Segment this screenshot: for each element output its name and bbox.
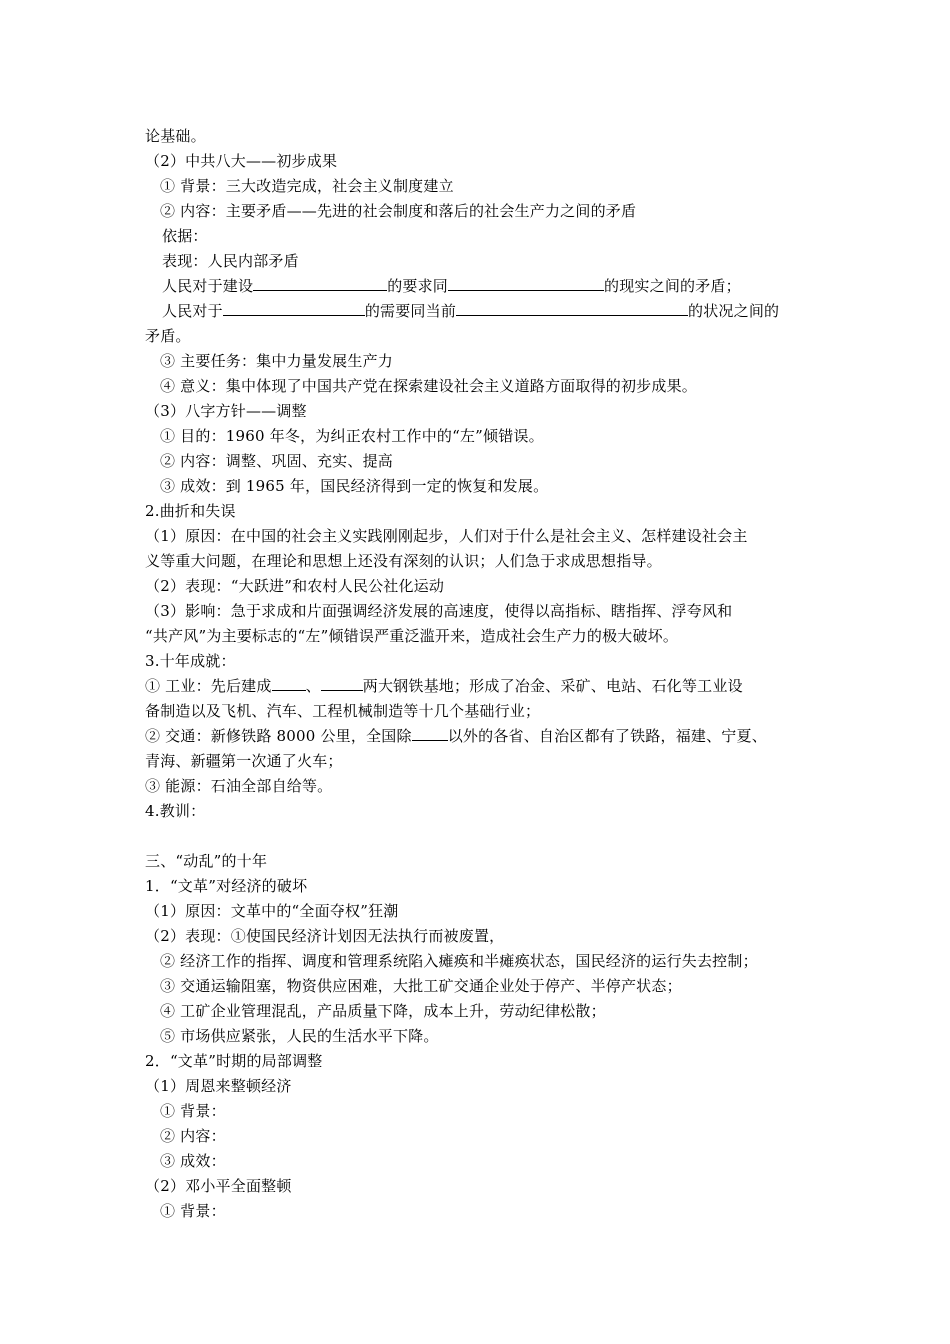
text-segment: 的要求同 xyxy=(387,277,449,295)
chapter-heading: 三、“动乱”的十年 xyxy=(145,852,268,870)
text-line: （3）影响：急于求成和片面强调经济发展的高速度，使得以高指标、瞎指挥、浮夸风和 xyxy=(145,602,733,620)
text-line: （1）原因：在中国的社会主义实践刚刚起步，人们对于什么是社会主义、怎样建设社会主 xyxy=(145,527,748,545)
text-segment: 人民对于建设 xyxy=(162,277,254,295)
fill-blank[interactable] xyxy=(253,276,387,291)
text-line: 表现：人民内部矛盾 xyxy=(162,252,299,270)
text-line: （2）表现：①使国民经济计划因无法执行而被废置， xyxy=(145,927,505,945)
text-line: （3）八字方针——调整 xyxy=(145,402,307,420)
section-heading: 4.教训： xyxy=(145,802,206,820)
text-line: （1）原因：文革中的“全面夺权”狂潮 xyxy=(145,902,399,920)
text-segment: ② 交通：新修铁路 8000 公里，全国除 xyxy=(145,727,412,745)
text-line: ③ 成效： xyxy=(160,1152,226,1170)
text-line: ② 内容：主要矛盾——先进的社会制度和落后的社会生产力之间的矛盾 xyxy=(160,202,637,220)
text-segment: 、 xyxy=(305,677,321,695)
text-line: ④ 工矿企业管理混乱，产品质量下降，成本上升，劳动纪律松散； xyxy=(160,1002,606,1020)
text-line: 依据： xyxy=(162,227,208,245)
text-line: （1）周恩来整顿经济 xyxy=(145,1077,292,1095)
text-line: ② 经济工作的指挥、调度和管理系统陷入瘫痪和半瘫痪状态，国民经济的运行失去控制； xyxy=(160,952,758,970)
text-line: 备制造以及飞机、汽车、工程机械制造等十几个基础行业； xyxy=(145,702,541,720)
text-line: ① 背景：三大改造完成，社会主义制度建立 xyxy=(160,177,454,195)
text-line: （2）邓小平全面整顿 xyxy=(145,1177,292,1195)
text-segment: 以外的各省、自治区都有了铁路，福建、宁夏、 xyxy=(447,727,767,745)
text-line: 青海、新疆第一次通了火车； xyxy=(145,752,343,770)
text-line: ⑤ 市场供应紧张，人民的生活水平下降。 xyxy=(160,1027,439,1045)
text-segment: 人民对于 xyxy=(162,302,223,320)
text-segment: 的现实之间的矛盾； xyxy=(604,277,741,295)
text-line: ② 内容：调整、巩固、充实、提高 xyxy=(160,452,393,470)
fill-blank[interactable] xyxy=(448,276,604,291)
text-line: 义等重大问题，在理论和思想上还没有深刻的认识；人们急于求成思想指导。 xyxy=(145,552,662,570)
text-line: ③ 主要任务：集中力量发展生产力 xyxy=(160,352,393,370)
text-line: ② 内容： xyxy=(160,1127,226,1145)
text-line-with-blanks xyxy=(145,676,743,696)
fill-blank[interactable] xyxy=(321,676,363,691)
text-line-with-blanks xyxy=(162,301,779,321)
text-line: ① 目的：1960 年冬，为纠正农村工作中的“左”倾错误。 xyxy=(160,427,544,445)
text-line: 矛盾。 xyxy=(145,327,191,345)
fill-blank[interactable] xyxy=(272,676,306,691)
section-heading: 3.十年成就： xyxy=(145,652,236,670)
text-line: ④ 意义：集中体现了中国共产党在探索建设社会主义道路方面取得的初步成果。 xyxy=(160,377,697,395)
section-heading: 2．“文革”时期的局部调整 xyxy=(145,1052,323,1070)
section-heading: 1．“文革”对经济的破坏 xyxy=(145,877,308,895)
text-segment: 的状况之间的 xyxy=(688,302,780,320)
text-line: “共产风”为主要标志的“左”倾错误严重泛滥开来，造成社会生产力的极大破坏。 xyxy=(145,627,679,645)
text-line: （2）表现：“大跃进”和农村人民公社化运动 xyxy=(145,577,445,595)
text-line: ③ 成效：到 1965 年，国民经济得到一定的恢复和发展。 xyxy=(160,477,549,495)
fill-blank[interactable] xyxy=(456,301,688,316)
fill-blank[interactable] xyxy=(412,726,448,741)
text-line: ① 背景： xyxy=(160,1102,226,1120)
text-line: ③ 能源：石油全部自给等。 xyxy=(145,777,333,795)
section-heading: 2.曲折和失误 xyxy=(145,502,236,520)
text-segment: 的需要同当前 xyxy=(364,302,457,320)
text-line: ① 背景： xyxy=(160,1202,226,1220)
text-line: ③ 交通运输阻塞，物资供应困难，大批工矿交通企业处于停产、半停产状态； xyxy=(160,977,682,995)
fill-blank[interactable] xyxy=(223,301,365,316)
text-line: （2）中共八大——初步成果 xyxy=(145,152,338,170)
text-segment: ① 工业：先后建成 xyxy=(145,677,272,695)
text-line-with-blanks xyxy=(162,276,741,296)
text-segment: 两大钢铁基地；形成了冶金、采矿、电站、石化等工业设 xyxy=(362,677,743,695)
text-line: 论基础。 xyxy=(145,127,206,145)
text-line-with-blanks xyxy=(145,726,767,746)
